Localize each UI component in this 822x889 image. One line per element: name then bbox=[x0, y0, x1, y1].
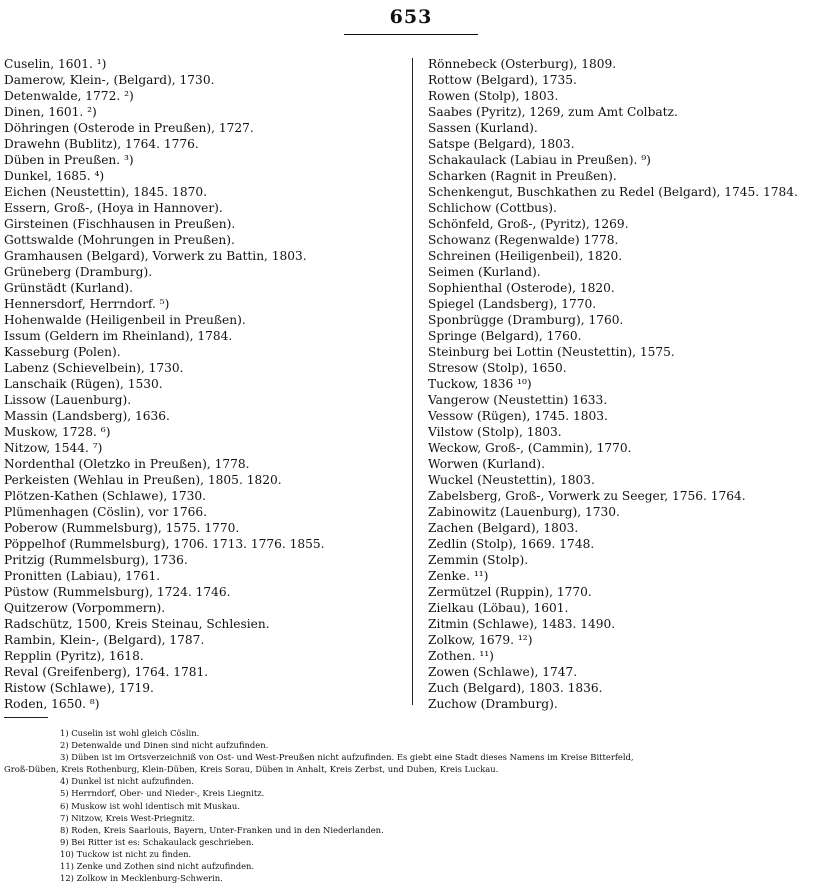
index-entry: Seimen (Kurland). bbox=[428, 265, 541, 279]
index-entry: Schowanz (Regenwalde) 1778. bbox=[428, 233, 619, 247]
index-entry: Vangerow (Neustettin) 1633. bbox=[428, 393, 608, 407]
footnote: 11) Zenke und Zothen sind nicht aufzufinden. bbox=[60, 861, 255, 872]
page-number: 653 bbox=[389, 6, 433, 28]
index-entry: Saabes (Pyritz), 1269, zum Amt Colbatz. bbox=[428, 105, 678, 119]
index-entry: Worwen (Kurland). bbox=[428, 457, 545, 471]
index-entry: Hennersdorf, Herrndorf. ⁵) bbox=[4, 297, 170, 311]
index-entry: Zolkow, 1679. ¹²) bbox=[428, 633, 533, 647]
index-entry: Scharken (Ragnit in Preußen). bbox=[428, 169, 617, 183]
index-entry: Zabelsberg, Groß-, Vorwerk zu Seeger, 1756. 1764. bbox=[428, 489, 746, 503]
index-entry: Springe (Belgard), 1760. bbox=[428, 329, 582, 343]
index-entry: Satspe (Belgard), 1803. bbox=[428, 137, 575, 151]
index-entry: Düben in Preußen. ³) bbox=[4, 153, 134, 167]
footnote: 10) Tuckow ist nicht zu finden. bbox=[60, 848, 192, 859]
index-entry: Dinen, 1601. ²) bbox=[4, 105, 97, 119]
index-entry: Schreinen (Heiligenbeil), 1820. bbox=[428, 249, 623, 263]
index-entry: Quitzerow (Vorpommern). bbox=[4, 601, 166, 615]
index-entry: Zabinowitz (Lauenburg), 1730. bbox=[428, 505, 620, 519]
index-entry: Schakaulack (Labiau in Preußen). ⁹) bbox=[428, 153, 651, 167]
index-entry: Zothen. ¹¹) bbox=[428, 649, 494, 663]
index-entry: Spiegel (Landsberg), 1770. bbox=[428, 297, 597, 311]
index-entry: Rönnebeck (Osterburg), 1809. bbox=[428, 57, 617, 71]
index-entry: Schönfeld, Groß-, (Pyritz), 1269. bbox=[428, 217, 629, 231]
index-entry: Plötzen-Kathen (Schlawe), 1730. bbox=[4, 489, 206, 503]
index-entry: Issum (Geldern im Rheinland), 1784. bbox=[4, 329, 233, 343]
index-entry: Stresow (Stolp), 1650. bbox=[428, 361, 567, 375]
index-entry: Radschütz, 1500, Kreis Steinau, Schlesien. bbox=[4, 617, 270, 631]
index-entry: Damerow, Klein-, (Belgard), 1730. bbox=[4, 73, 215, 87]
index-entry: Rottow (Belgard), 1735. bbox=[428, 73, 577, 87]
index-entry: Zuch (Belgard), 1803. 1836. bbox=[428, 681, 603, 695]
footnote: 5) Herrndorf, Ober- und Nieder-, Kreis Liegnitz. bbox=[60, 788, 265, 799]
index-entry: Drawehn (Bublitz), 1764. 1776. bbox=[4, 137, 199, 151]
index-entry: Nordenthal (Oletzko in Preußen), 1778. bbox=[4, 457, 250, 471]
footnote: 6) Muskow ist wohl identisch mit Muskau. bbox=[60, 800, 240, 811]
index-entry: Weckow, Groß-, (Cammin), 1770. bbox=[428, 441, 632, 455]
index-entry: Püstow (Rummelsburg), 1724. 1746. bbox=[4, 585, 231, 599]
index-entry: Eichen (Neustettin), 1845. 1870. bbox=[4, 185, 207, 199]
index-entry: Labenz (Schievelbein), 1730. bbox=[4, 361, 184, 375]
footnote: 7) Nitzow, Kreis West-Priegnitz. bbox=[60, 812, 195, 823]
index-entry: Grünstädt (Kurland). bbox=[4, 281, 133, 295]
footnote: 2) Detenwalde und Dinen sind nicht aufzufinden. bbox=[60, 740, 269, 751]
index-entry: Massin (Landsberg), 1636. bbox=[4, 409, 170, 423]
footnote: 12) Zolkow in Mecklenburg-Schwerin. bbox=[60, 873, 223, 884]
index-entry: Döhringen (Osterode in Preußen), 1727. bbox=[4, 121, 254, 135]
footnotes bbox=[4, 727, 818, 884]
index-entry: Gottswalde (Mohrungen in Preußen). bbox=[4, 233, 235, 247]
index-entry: Detenwalde, 1772. ²) bbox=[4, 89, 134, 103]
index-entry: Hohenwalde (Heiligenbeil in Preußen). bbox=[4, 313, 246, 327]
index-entry: Nitzow, 1544. ⁷) bbox=[4, 441, 103, 455]
index-entry: Pritzig (Rummelsburg), 1736. bbox=[4, 553, 188, 567]
index-entry: Vilstow (Stolp), 1803. bbox=[428, 425, 562, 439]
index-entry: Essern, Groß-, (Hoya in Hannover). bbox=[4, 201, 223, 215]
index-entry: Schlichow (Cottbus). bbox=[428, 201, 557, 215]
index-entry: Poberow (Rummelsburg), 1575. 1770. bbox=[4, 521, 240, 535]
footnote: Groß-Düben, Kreis Rothenburg, Klein-Düben, Kreis Sorau, Düben in Anhalt, Kreis Zerbst, und Duben, Kreis Luckau. bbox=[4, 764, 499, 775]
footnote: 4) Dunkel ist nicht aufzufinden. bbox=[60, 776, 194, 787]
footnote: 8) Roden, Kreis Saarlouis, Bayern, Unter-Franken und in den Niederlanden. bbox=[60, 824, 384, 835]
index-entry: Lissow (Lauenburg). bbox=[4, 393, 132, 407]
index-entry: Vessow (Rügen), 1745. 1803. bbox=[428, 409, 608, 423]
index-entry: Ristow (Schlawe), 1719. bbox=[4, 681, 154, 695]
index-entry: Cuselin, 1601. ¹) bbox=[4, 57, 107, 71]
index-entry: Rambin, Klein-, (Belgard), 1787. bbox=[4, 633, 205, 647]
index-entry: Sophienthal (Osterode), 1820. bbox=[428, 281, 615, 295]
index-entry: Sponbrügge (Dramburg), 1760. bbox=[428, 313, 624, 327]
index-entry: Lanschaik (Rügen), 1530. bbox=[4, 377, 163, 391]
index-entry: Sassen (Kurland). bbox=[428, 121, 538, 135]
index-entry: Steinburg bei Lottin (Neustettin), 1575. bbox=[428, 345, 675, 359]
footnote: 3) Düben ist im Ortsverzeichniß von Ost- und West-Preußen nicht aufzufinden. Es giebt eine Stadt dieses Namens im Kreise Bitterfeld, bbox=[60, 752, 634, 763]
index-entry: Repplin (Pyritz), 1618. bbox=[4, 649, 144, 663]
index-entry: Perkeisten (Wehlau in Preußen), 1805. 1820. bbox=[4, 473, 282, 487]
index-entry: Gramhausen (Belgard), Vorwerk zu Battin, 1803. bbox=[4, 249, 307, 263]
page-header-rule bbox=[344, 34, 478, 35]
index-entry: Dunkel, 1685. ⁴) bbox=[4, 169, 105, 183]
footnote: 1) Cuselin ist wohl gleich Cöslin. bbox=[60, 728, 200, 738]
right-column bbox=[428, 56, 818, 712]
index-entry: Rowen (Stolp), 1803. bbox=[428, 89, 559, 103]
index-entry: Zedlin (Stolp), 1669. 1748. bbox=[428, 537, 595, 551]
index-entry: Grüneberg (Dramburg). bbox=[4, 265, 153, 279]
index-entry: Plümenhagen (Cöslin), vor 1766. bbox=[4, 505, 208, 519]
index-entry: Zitmin (Schlawe), 1483. 1490. bbox=[428, 617, 616, 631]
index-entry: Zemmin (Stolp). bbox=[428, 553, 529, 567]
index-entry: Roden, 1650. ⁸) bbox=[4, 697, 100, 711]
column-divider bbox=[412, 58, 413, 705]
index-entry: Zermützel (Ruppin), 1770. bbox=[428, 585, 592, 599]
index-entry: Muskow, 1728. ⁶) bbox=[4, 425, 111, 439]
index-entry: Pronitten (Labiau), 1761. bbox=[4, 569, 161, 583]
footnote-rule bbox=[4, 717, 48, 718]
left-column bbox=[4, 56, 400, 712]
index-entry: Zuchow (Dramburg). bbox=[428, 697, 558, 711]
index-entry: Kasseburg (Polen). bbox=[4, 345, 121, 359]
index-entry: Zenke. ¹¹) bbox=[428, 569, 489, 583]
index-entry: Schenkengut, Buschkathen zu Redel (Belgard), 1745. 1784. bbox=[428, 185, 798, 199]
footnote: 9) Bei Ritter ist es: Schakaulack geschrieben. bbox=[60, 836, 254, 847]
index-entry: Girsteinen (Fischhausen in Preußen). bbox=[4, 217, 236, 231]
index-entry: Tuckow, 1836 ¹⁰) bbox=[428, 377, 532, 391]
index-entry: Reval (Greifenberg), 1764. 1781. bbox=[4, 665, 209, 679]
index-entry: Wuckel (Neustettin), 1803. bbox=[428, 473, 595, 487]
index-entry: Zielkau (Löbau), 1601. bbox=[428, 601, 569, 615]
index-entry: Zachen (Belgard), 1803. bbox=[428, 521, 579, 535]
index-entry: Zowen (Schlawe), 1747. bbox=[428, 665, 578, 679]
index-entry: Pöppelhof (Rummelsburg), 1706. 1713. 1776. 1855. bbox=[4, 537, 325, 551]
